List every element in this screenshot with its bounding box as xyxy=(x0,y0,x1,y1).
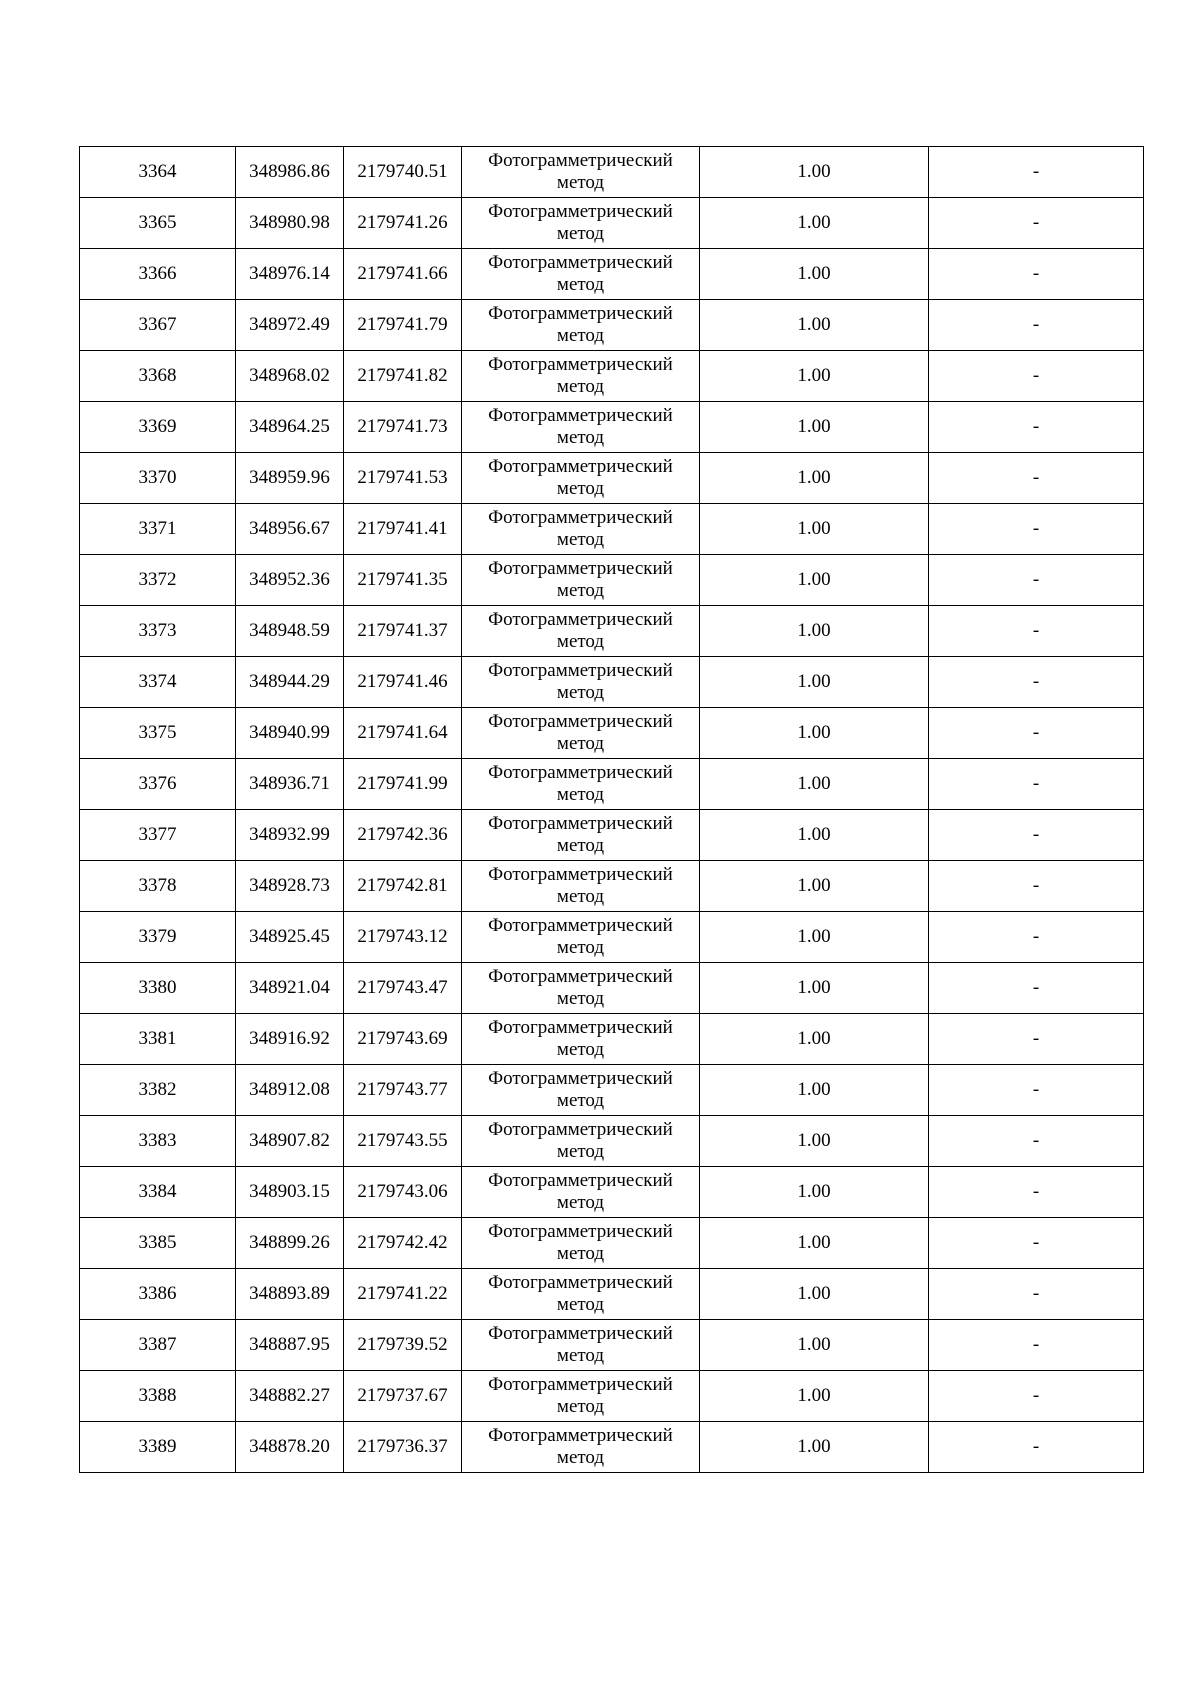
point-number-cell: 3381 xyxy=(80,1014,236,1065)
note-cell: - xyxy=(929,453,1144,504)
method-cell xyxy=(462,1167,700,1218)
y-coordinate-cell: 2179741.22 xyxy=(344,1269,462,1320)
table-row xyxy=(80,963,1144,1014)
y-coordinate-cell: 2179741.41 xyxy=(344,504,462,555)
note-cell: - xyxy=(929,351,1144,402)
note-cell: - xyxy=(929,1371,1144,1422)
x-coordinate-cell: 348952.36 xyxy=(236,555,344,606)
note-cell: - xyxy=(929,1269,1144,1320)
method-line-1: Фотограмметрический xyxy=(488,1017,673,1038)
method-cell xyxy=(462,351,700,402)
method-line-2: метод xyxy=(556,682,605,703)
accuracy-cell: 1.00 xyxy=(700,1116,929,1167)
method-cell xyxy=(462,402,700,453)
accuracy-cell: 1.00 xyxy=(700,1422,929,1473)
method-cell xyxy=(462,1371,700,1422)
note-cell: - xyxy=(929,555,1144,606)
table-row xyxy=(80,1269,1144,1320)
table-row xyxy=(80,351,1144,402)
method-cell xyxy=(462,147,700,198)
method-line-1: Фотограмметрический xyxy=(488,354,673,375)
y-coordinate-cell: 2179737.67 xyxy=(344,1371,462,1422)
note-cell: - xyxy=(929,504,1144,555)
point-number-cell: 3383 xyxy=(80,1116,236,1167)
accuracy-cell: 1.00 xyxy=(700,1269,929,1320)
table-row xyxy=(80,198,1144,249)
method-cell xyxy=(462,1116,700,1167)
point-number-cell: 3370 xyxy=(80,453,236,504)
accuracy-cell: 1.00 xyxy=(700,861,929,912)
point-number-cell: 3385 xyxy=(80,1218,236,1269)
y-coordinate-cell: 2179743.47 xyxy=(344,963,462,1014)
method-cell xyxy=(462,759,700,810)
note-cell: - xyxy=(929,810,1144,861)
accuracy-cell: 1.00 xyxy=(700,912,929,963)
accuracy-cell: 1.00 xyxy=(700,1065,929,1116)
method-cell xyxy=(462,1065,700,1116)
table-row xyxy=(80,555,1144,606)
x-coordinate-cell: 348899.26 xyxy=(236,1218,344,1269)
x-coordinate-cell: 348907.82 xyxy=(236,1116,344,1167)
method-line-1: Фотограмметрический xyxy=(488,405,673,426)
x-coordinate-cell: 348980.98 xyxy=(236,198,344,249)
method-cell xyxy=(462,810,700,861)
table-row xyxy=(80,708,1144,759)
accuracy-cell: 1.00 xyxy=(700,402,929,453)
method-cell xyxy=(462,657,700,708)
x-coordinate-cell: 348882.27 xyxy=(236,1371,344,1422)
y-coordinate-cell: 2179741.53 xyxy=(344,453,462,504)
method-line-2: метод xyxy=(556,172,605,193)
method-cell xyxy=(462,504,700,555)
point-number-cell: 3389 xyxy=(80,1422,236,1473)
x-coordinate-cell: 348948.59 xyxy=(236,606,344,657)
method-line-1: Фотограмметрический xyxy=(488,150,673,171)
point-number-cell: 3368 xyxy=(80,351,236,402)
note-cell: - xyxy=(929,147,1144,198)
y-coordinate-cell: 2179741.73 xyxy=(344,402,462,453)
note-cell: - xyxy=(929,657,1144,708)
point-number-cell: 3365 xyxy=(80,198,236,249)
table-row xyxy=(80,912,1144,963)
y-coordinate-cell: 2179743.55 xyxy=(344,1116,462,1167)
y-coordinate-cell: 2179742.36 xyxy=(344,810,462,861)
method-line-1: Фотограмметрический xyxy=(488,1119,673,1140)
point-number-cell: 3377 xyxy=(80,810,236,861)
method-line-2: метод xyxy=(556,733,605,754)
method-cell xyxy=(462,198,700,249)
accuracy-cell: 1.00 xyxy=(700,504,929,555)
method-line-1: Фотограмметрический xyxy=(488,1425,673,1446)
point-number-cell: 3386 xyxy=(80,1269,236,1320)
accuracy-cell: 1.00 xyxy=(700,555,929,606)
method-line-2: метод xyxy=(556,1090,605,1111)
x-coordinate-cell: 348921.04 xyxy=(236,963,344,1014)
x-coordinate-cell: 348976.14 xyxy=(236,249,344,300)
method-line-2: метод xyxy=(556,274,605,295)
x-coordinate-cell: 348956.67 xyxy=(236,504,344,555)
method-cell xyxy=(462,1269,700,1320)
table-row xyxy=(80,861,1144,912)
accuracy-cell: 1.00 xyxy=(700,198,929,249)
note-cell: - xyxy=(929,1422,1144,1473)
x-coordinate-cell: 348925.45 xyxy=(236,912,344,963)
point-number-cell: 3371 xyxy=(80,504,236,555)
point-number-cell: 3369 xyxy=(80,402,236,453)
method-cell xyxy=(462,606,700,657)
table-body xyxy=(80,147,1144,1473)
method-cell xyxy=(462,555,700,606)
point-number-cell: 3375 xyxy=(80,708,236,759)
note-cell: - xyxy=(929,606,1144,657)
note-cell: - xyxy=(929,1116,1144,1167)
method-line-1: Фотограмметрический xyxy=(488,1323,673,1344)
method-line-2: метод xyxy=(556,1243,605,1264)
accuracy-cell: 1.00 xyxy=(700,963,929,1014)
note-cell: - xyxy=(929,402,1144,453)
point-number-cell: 3374 xyxy=(80,657,236,708)
point-number-cell: 3372 xyxy=(80,555,236,606)
method-line-2: метод xyxy=(556,937,605,958)
method-line-1: Фотограмметрический xyxy=(488,711,673,732)
method-cell xyxy=(462,300,700,351)
note-cell: - xyxy=(929,861,1144,912)
y-coordinate-cell: 2179736.37 xyxy=(344,1422,462,1473)
accuracy-cell: 1.00 xyxy=(700,759,929,810)
method-line-2: метод xyxy=(556,1192,605,1213)
method-cell xyxy=(462,1320,700,1371)
method-cell xyxy=(462,1422,700,1473)
table-row xyxy=(80,504,1144,555)
x-coordinate-cell: 348944.29 xyxy=(236,657,344,708)
method-line-2: метод xyxy=(556,427,605,448)
note-cell: - xyxy=(929,300,1144,351)
method-cell xyxy=(462,861,700,912)
method-line-2: метод xyxy=(556,1141,605,1162)
accuracy-cell: 1.00 xyxy=(700,1167,929,1218)
accuracy-cell: 1.00 xyxy=(700,1014,929,1065)
method-line-1: Фотограмметрический xyxy=(488,609,673,630)
point-number-cell: 3379 xyxy=(80,912,236,963)
y-coordinate-cell: 2179743.12 xyxy=(344,912,462,963)
method-cell xyxy=(462,249,700,300)
method-line-1: Фотограмметрический xyxy=(488,1170,673,1191)
method-line-1: Фотограмметрический xyxy=(488,456,673,477)
table-row xyxy=(80,1014,1144,1065)
method-line-1: Фотограмметрический xyxy=(488,252,673,273)
accuracy-cell: 1.00 xyxy=(700,657,929,708)
method-line-2: метод xyxy=(556,529,605,550)
note-cell: - xyxy=(929,1014,1144,1065)
accuracy-cell: 1.00 xyxy=(700,147,929,198)
x-coordinate-cell: 348916.92 xyxy=(236,1014,344,1065)
table-row xyxy=(80,453,1144,504)
note-cell: - xyxy=(929,249,1144,300)
method-line-2: метод xyxy=(556,580,605,601)
x-coordinate-cell: 348928.73 xyxy=(236,861,344,912)
y-coordinate-cell: 2179741.82 xyxy=(344,351,462,402)
y-coordinate-cell: 2179741.26 xyxy=(344,198,462,249)
point-number-cell: 3388 xyxy=(80,1371,236,1422)
accuracy-cell: 1.00 xyxy=(700,1320,929,1371)
method-line-2: метод xyxy=(556,835,605,856)
method-line-2: метод xyxy=(556,1447,605,1468)
method-line-1: Фотограмметрический xyxy=(488,813,673,834)
note-cell: - xyxy=(929,759,1144,810)
table-row xyxy=(80,810,1144,861)
method-line-2: метод xyxy=(556,478,605,499)
table-row xyxy=(80,1167,1144,1218)
method-line-1: Фотограмметрический xyxy=(488,1272,673,1293)
table-row xyxy=(80,606,1144,657)
y-coordinate-cell: 2179739.52 xyxy=(344,1320,462,1371)
x-coordinate-cell: 348903.15 xyxy=(236,1167,344,1218)
note-cell: - xyxy=(929,1167,1144,1218)
accuracy-cell: 1.00 xyxy=(700,1218,929,1269)
table-row xyxy=(80,300,1144,351)
x-coordinate-cell: 348878.20 xyxy=(236,1422,344,1473)
x-coordinate-cell: 348936.71 xyxy=(236,759,344,810)
coordinates-table xyxy=(79,146,1144,1473)
table-row xyxy=(80,1116,1144,1167)
method-line-1: Фотограмметрический xyxy=(488,201,673,222)
method-line-2: метод xyxy=(556,631,605,652)
accuracy-cell: 1.00 xyxy=(700,249,929,300)
x-coordinate-cell: 348959.96 xyxy=(236,453,344,504)
point-number-cell: 3378 xyxy=(80,861,236,912)
method-line-1: Фотограмметрический xyxy=(488,1374,673,1395)
method-cell xyxy=(462,912,700,963)
note-cell: - xyxy=(929,963,1144,1014)
accuracy-cell: 1.00 xyxy=(700,810,929,861)
point-number-cell: 3373 xyxy=(80,606,236,657)
method-line-1: Фотограмметрический xyxy=(488,558,673,579)
table-row xyxy=(80,402,1144,453)
point-number-cell: 3367 xyxy=(80,300,236,351)
method-line-2: метод xyxy=(556,784,605,805)
method-cell xyxy=(462,708,700,759)
method-line-1: Фотограмметрический xyxy=(488,1221,673,1242)
table-row xyxy=(80,1218,1144,1269)
method-cell xyxy=(462,1014,700,1065)
table-row xyxy=(80,657,1144,708)
note-cell: - xyxy=(929,1065,1144,1116)
method-line-2: метод xyxy=(556,886,605,907)
accuracy-cell: 1.00 xyxy=(700,300,929,351)
point-number-cell: 3387 xyxy=(80,1320,236,1371)
method-line-2: метод xyxy=(556,1396,605,1417)
method-line-2: метод xyxy=(556,223,605,244)
point-number-cell: 3376 xyxy=(80,759,236,810)
note-cell: - xyxy=(929,198,1144,249)
y-coordinate-cell: 2179741.64 xyxy=(344,708,462,759)
method-line-1: Фотограмметрический xyxy=(488,966,673,987)
x-coordinate-cell: 348972.49 xyxy=(236,300,344,351)
accuracy-cell: 1.00 xyxy=(700,1371,929,1422)
note-cell: - xyxy=(929,1218,1144,1269)
method-cell xyxy=(462,1218,700,1269)
point-number-cell: 3382 xyxy=(80,1065,236,1116)
accuracy-cell: 1.00 xyxy=(700,453,929,504)
table-row xyxy=(80,249,1144,300)
y-coordinate-cell: 2179740.51 xyxy=(344,147,462,198)
x-coordinate-cell: 348964.25 xyxy=(236,402,344,453)
table-row xyxy=(80,1065,1144,1116)
y-coordinate-cell: 2179743.69 xyxy=(344,1014,462,1065)
note-cell: - xyxy=(929,1320,1144,1371)
x-coordinate-cell: 348932.99 xyxy=(236,810,344,861)
accuracy-cell: 1.00 xyxy=(700,606,929,657)
method-line-2: метод xyxy=(556,325,605,346)
method-line-2: метод xyxy=(556,988,605,1009)
accuracy-cell: 1.00 xyxy=(700,351,929,402)
method-line-1: Фотограмметрический xyxy=(488,303,673,324)
y-coordinate-cell: 2179741.37 xyxy=(344,606,462,657)
note-cell: - xyxy=(929,708,1144,759)
method-line-1: Фотограмметрический xyxy=(488,915,673,936)
x-coordinate-cell: 348986.86 xyxy=(236,147,344,198)
point-number-cell: 3366 xyxy=(80,249,236,300)
table-row xyxy=(80,759,1144,810)
method-line-1: Фотограмметрический xyxy=(488,762,673,783)
table-row xyxy=(80,1371,1144,1422)
method-cell xyxy=(462,453,700,504)
method-line-2: метод xyxy=(556,1345,605,1366)
method-line-2: метод xyxy=(556,376,605,397)
y-coordinate-cell: 2179741.46 xyxy=(344,657,462,708)
y-coordinate-cell: 2179741.79 xyxy=(344,300,462,351)
y-coordinate-cell: 2179742.81 xyxy=(344,861,462,912)
x-coordinate-cell: 348893.89 xyxy=(236,1269,344,1320)
y-coordinate-cell: 2179743.06 xyxy=(344,1167,462,1218)
x-coordinate-cell: 348912.08 xyxy=(236,1065,344,1116)
method-line-1: Фотограмметрический xyxy=(488,864,673,885)
y-coordinate-cell: 2179741.66 xyxy=(344,249,462,300)
method-line-1: Фотограмметрический xyxy=(488,507,673,528)
method-line-2: метод xyxy=(556,1294,605,1315)
method-cell xyxy=(462,963,700,1014)
y-coordinate-cell: 2179743.77 xyxy=(344,1065,462,1116)
x-coordinate-cell: 348887.95 xyxy=(236,1320,344,1371)
y-coordinate-cell: 2179742.42 xyxy=(344,1218,462,1269)
accuracy-cell: 1.00 xyxy=(700,708,929,759)
method-line-2: метод xyxy=(556,1039,605,1060)
y-coordinate-cell: 2179741.35 xyxy=(344,555,462,606)
table-row xyxy=(80,147,1144,198)
point-number-cell: 3384 xyxy=(80,1167,236,1218)
table-row xyxy=(80,1320,1144,1371)
table-row xyxy=(80,1422,1144,1473)
note-cell: - xyxy=(929,912,1144,963)
point-number-cell: 3380 xyxy=(80,963,236,1014)
method-line-1: Фотограмметрический xyxy=(488,660,673,681)
x-coordinate-cell: 348940.99 xyxy=(236,708,344,759)
x-coordinate-cell: 348968.02 xyxy=(236,351,344,402)
point-number-cell: 3364 xyxy=(80,147,236,198)
y-coordinate-cell: 2179741.99 xyxy=(344,759,462,810)
method-line-1: Фотограмметрический xyxy=(488,1068,673,1089)
